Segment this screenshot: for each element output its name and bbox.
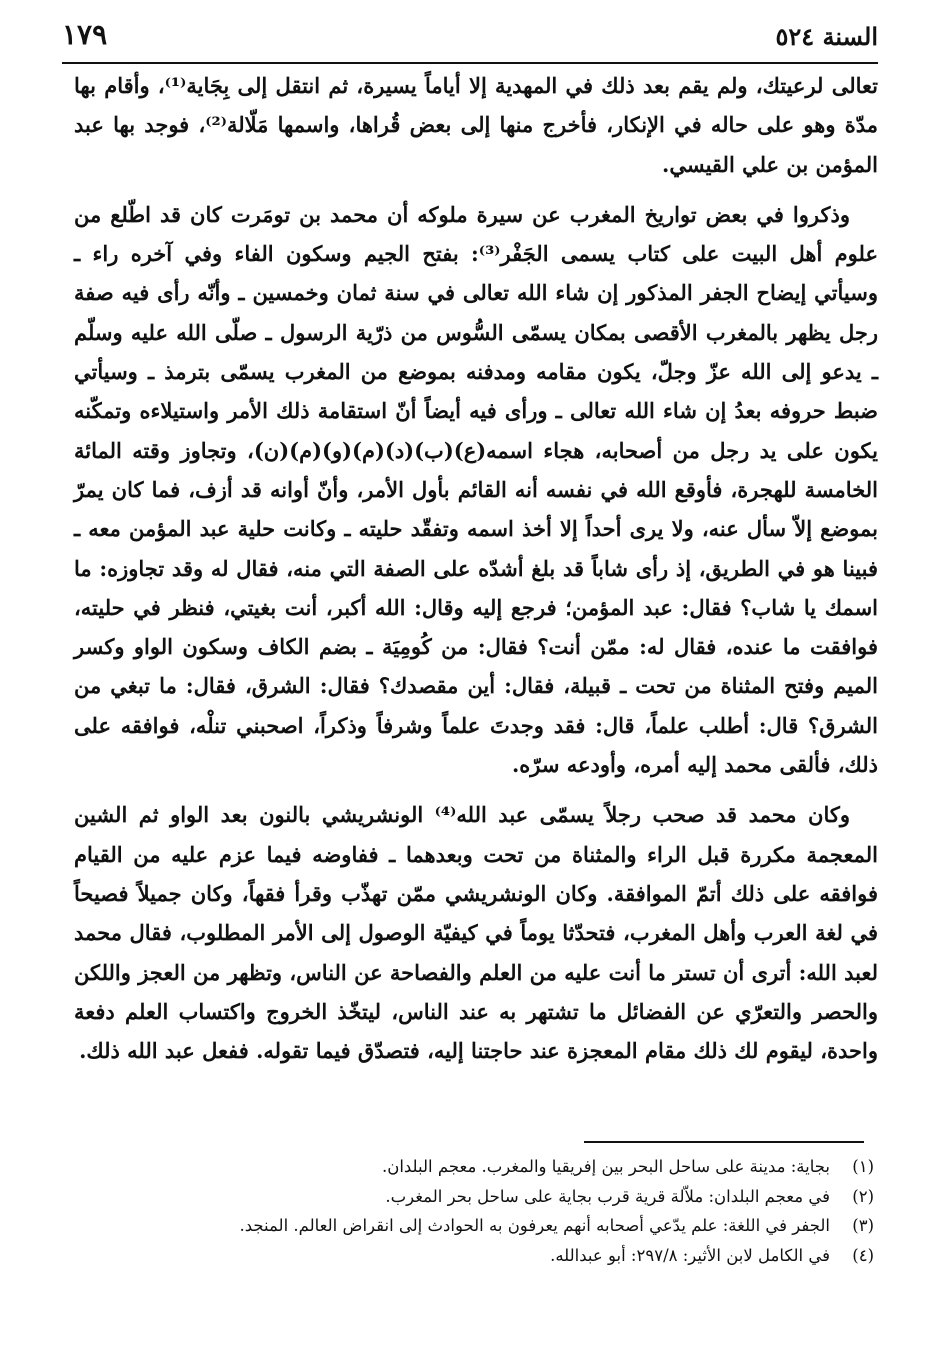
footnote-1 [74,1152,874,1182]
paragraph-3: وكان محمد قد صحب رجلاً يسمّى عبد الله⁽⁴⁾ الونشريشي بالنون بعد الواو ثم الشين المعجمة مكررة قبل الراء والمثناة من تحت وبعدهما ـ ففاوضه فيما عزم عليه من القيام فوافقه على ذلك أتمّ الموافقة. وكان الونشريشي ممّن تهذّب وقرأ فقهاً، وكان جميلاً فصيحاً في لغة العرب وأهل المغرب، فتحدّثا يوماً في كيفيّة الوصول إلى الأمر المطلوب، فقال محمد لعبد الله: أترى أن تستر ما أنت عليه من العلم والفصاحة عن الناس، وتظهر من العجز واللكن والحصر والتعرّي عن الفضائل ما تشتهر به عند الناس، ليتخّذ الخروج واكتساب العلم دفعة واحدة، ليقوم لك ذلك مقام المعجزة عند حاجتنا إليه، فتصدّق فيما تقوله. ففعل عبد الله ذلك. [74,802,878,1064]
footnote-number: (٢) [852,1186,874,1206]
page-number: ١٧٩ [62,18,108,51]
footnote-separator [584,1141,864,1143]
footnote-2 [74,1182,874,1212]
main-text [74,66,878,1081]
footnote-number: (٣) [852,1216,874,1235]
footnote-text: الجفر في اللغة: علم يدّعي أصحابه أنهم يعرفون به الحوادث إلى انقراض العالم. المنجد. [239,1216,830,1235]
footnote-4 [74,1241,874,1271]
footnote-text: في الكامل لابن الأثير: ٢٩٧/٨: أبو عبدالله. [550,1245,830,1265]
paragraph-1: تعالى لرعيتك، ولم يقم بعد ذلك في المهدية إلا أياماً يسيرة، ثم انتقل إلى بِجَاية⁽¹⁾، وأقام بها مدّة وهو على حاله في الإنكار، فأخرج منها إلى بعض قُراها، واسمها مَلّالة⁽²⁾، فوجد بها عبد المؤمن بن علي القيسي. [74,73,878,177]
running-head: السنة ٥٢٤ [775,22,878,51]
footnotes [74,1152,874,1270]
footnote-3 [74,1211,874,1241]
page-header [62,16,878,64]
footnote-text: في معجم البلدان: ملاّلة قرية قرب بجاية على ساحل بحر المغرب. [385,1186,830,1206]
paragraph-2: وذكروا في بعض تواريخ المغرب عن سيرة ملوكه أن محمد بن تومَرت كان قد اطّلع من علوم أهل البيت على كتاب يسمى الجَفْر⁽³⁾: بفتح الجيم وسكون الفاء وفي آخره راء ـ وسيأتي إيضاح الجفر المذكور إن شاء الله تعالى في سنة ثمان وخمسين ـ وأنّه رأى فيه صفة رجل يظهر بالمغرب الأقصى بمكان يسمّى السُّوس من ذرّية الرسول ـ صلّى الله عليه وسلّم ـ يدعو إلى الله عزّ وجلّ، يكون مقامه ومدفنه بموضع من المغرب يسمّى بترمذ ـ وسيأتي ضبط حروفه بعدُ إن شاء الله تعالى ـ ورأى فيه أيضاً أنّ استقامة ذلك الأمر واستيلاءه وتمكّنه يكون على يد رجل من أصحابه، هجاء اسمه(ع)(ب)(د)(م)(و)(م)(ن)، وتجاوز وقته المائة الخامسة للهجرة، فأوقع الله في نفسه أنه القائم بأول الأمر، وأنّ أوانه قد أزف، فما كان يمرّ بموضع إلاّ سأل عنه، ولا يرى أحداً إلا أخذ اسمه وتفقّد حليته ـ وكانت حلية عبد المؤمن معه ـ فبينا هو في الطريق، إذ رأى شاباً قد بلغ أشدّه على الصفة التي منه، فقال له وقد تجاوزه: ما اسمك يا شاب؟ فقال: عبد المؤمن؛ فرجع إليه وقال: الله أكبر، أنت بغيتي، فنظر في حليته، فوافقت ما عنده، فقال له: ممّن أنت؟ فقال: من كُومِيَة ـ بضم الكاف وسكون الواو وكسر الميم وفتح المثناة من تحت ـ قبيلة، فقال: أين مقصدك؟ فقال: الشرق، فقال: ما تبغي من الشرق؟ قال: أطلب علماً، قال: فقد وجدتَ علماً وشرفاً وذكراً، اصحبني تنلْه، فوافقه على ذلك، فألقى محمد إليه أمره، وأودعه سرّه. [74,201,878,778]
footnote-number: (٤) [852,1245,874,1265]
footnote-text: بجاية: مدينة على ساحل البحر بين إفريقيا والمغرب. معجم البلدان. [381,1157,830,1176]
footnote-number: (١) [852,1157,874,1176]
